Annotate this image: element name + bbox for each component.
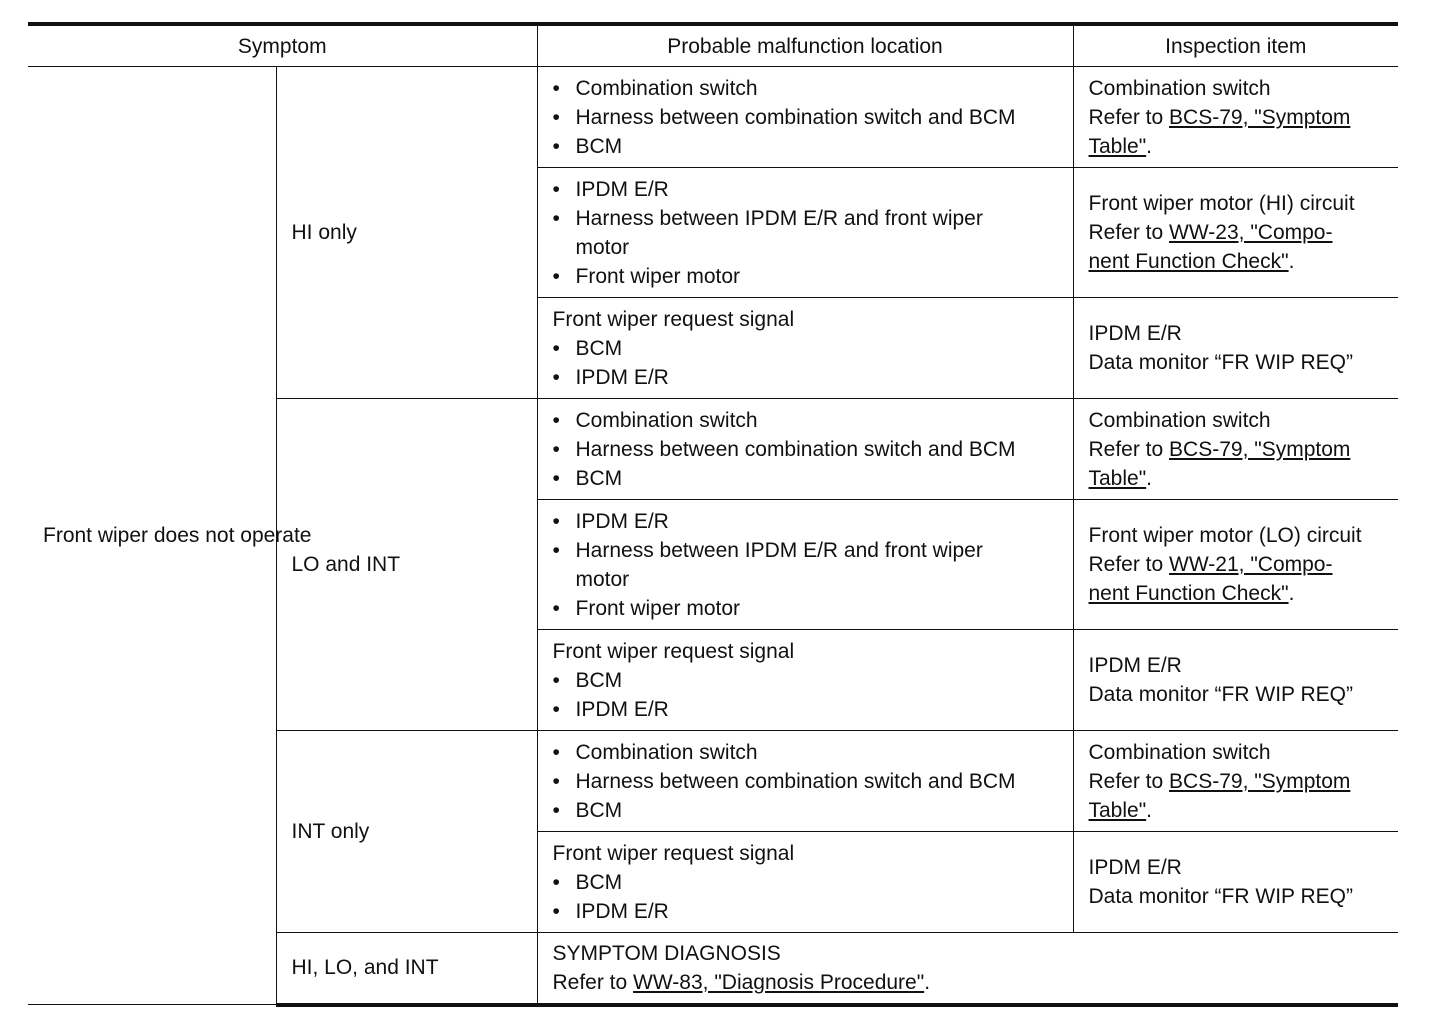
bullet-icon: • [552, 798, 560, 822]
header-location: Probable malfunction location [537, 24, 1073, 67]
reference-link[interactable]: nent Function Check" [1088, 250, 1289, 273]
inspection-title: Combination switch [1088, 740, 1271, 764]
bullet-icon: • [552, 466, 560, 490]
inspection-title: Combination switch [1088, 76, 1271, 100]
inspection-cell [1073, 168, 1398, 298]
list-item: • Combination switch [553, 738, 1065, 767]
refer-line: Refer to WW-23, "Compo- [1088, 221, 1333, 244]
location-cell [537, 399, 1073, 500]
bullet-icon: • [552, 697, 560, 721]
inspection-title: Front wiper motor (HI) circuit [1088, 192, 1355, 215]
bullet-icon: • [552, 134, 560, 158]
reference-link[interactable]: Table" [1088, 134, 1147, 158]
reference-link[interactable]: BCS-79, "Symptom [1169, 769, 1351, 793]
list-item: • BCM [553, 796, 1065, 825]
reference-link[interactable]: WW-21, "Compo- [1169, 553, 1333, 576]
inspection-title: IPDM E/R [1088, 322, 1182, 345]
list-item: • Harness between combination switch and BCM [553, 435, 1065, 464]
list-item: • Harness between combination switch and BCM [553, 103, 1065, 132]
list-item: • IPDM E/R [553, 897, 1065, 926]
list-item: • BCM [553, 868, 1065, 897]
mode-hi-lo-and-int: HI, LO, and INT [276, 933, 537, 1005]
bullet-icon: • [552, 76, 560, 100]
mode-hi-only: HI only [276, 67, 537, 399]
list-item: • IPDM E/R [553, 363, 1065, 392]
list-item: • Harness between combination switch and BCM [553, 767, 1065, 796]
header-row [28, 24, 1398, 67]
inspection-title: Front wiper motor (LO) circuit [1088, 524, 1362, 547]
bullet-icon: • [552, 870, 560, 894]
list-item: • BCM [553, 464, 1065, 493]
bullet-icon: • [552, 899, 560, 923]
location-cell [537, 67, 1073, 168]
list-item: • Front wiper motor [553, 594, 1065, 623]
refer-line: Table". [1088, 798, 1153, 822]
bullet-icon: • [552, 177, 560, 201]
inspection-cell [1073, 630, 1398, 731]
inspection-cell [1073, 731, 1398, 832]
reference-link[interactable]: BCS-79, "Symptom [1169, 105, 1351, 129]
inspection-detail: Data monitor “FR WIP REQ” [1088, 683, 1353, 706]
reference-link[interactable]: BCS-79, "Symptom [1169, 437, 1351, 461]
symptom-table [28, 22, 1398, 1007]
bullet-icon: • [552, 408, 560, 432]
bullet-icon: • [552, 206, 560, 230]
final-title: SYMPTOM DIAGNOSIS [552, 941, 781, 965]
refer-line: Refer to BCS-79, "Symptom [1088, 105, 1351, 129]
list-item: • IPDM E/R [553, 507, 1065, 536]
refer-line: nent Function Check". [1088, 250, 1295, 273]
refer-line: Refer to BCS-79, "Symptom [1088, 437, 1351, 461]
bullet-icon: • [552, 105, 560, 129]
table-row [28, 67, 1398, 168]
inspection-cell [1073, 399, 1398, 500]
bullet-icon: • [552, 538, 560, 562]
final-cell [537, 933, 1398, 1005]
inspection-cell [1073, 67, 1398, 168]
inspection-title: Combination switch [1088, 408, 1271, 432]
mode-lo-and-int: LO and INT [276, 399, 537, 731]
location-cell [537, 630, 1073, 731]
list-item: • Harness between IPDM E/R and front wiper motor [553, 204, 1065, 262]
refer-line: Refer to BCS-79, "Symptom [1088, 769, 1351, 793]
reference-link[interactable]: Table" [1088, 466, 1147, 490]
list-item: • Combination switch [553, 74, 1065, 103]
list-item: • Combination switch [553, 406, 1065, 435]
bullet-icon: • [552, 668, 560, 692]
location-cell [537, 731, 1073, 832]
refer-line: nent Function Check". [1088, 582, 1295, 605]
location-cell [537, 500, 1073, 630]
refer-line: Table". [1088, 134, 1153, 158]
refer-line: Refer to WW-83, "Diagnosis Procedure". [552, 970, 931, 994]
bullet-icon: • [552, 509, 560, 533]
inspection-cell [1073, 500, 1398, 630]
bullet-icon: • [552, 740, 560, 764]
bullet-icon: • [552, 596, 560, 620]
inspection-cell [1073, 298, 1398, 399]
inspection-detail: Data monitor “FR WIP REQ” [1088, 885, 1353, 908]
list-item: • BCM [553, 132, 1065, 161]
location-cell [537, 298, 1073, 399]
list-item: • BCM [553, 666, 1065, 695]
location-title: Front wiper request signal [552, 841, 795, 865]
location-title: Front wiper request signal [552, 307, 795, 331]
location-cell [537, 832, 1073, 933]
bullet-icon: • [552, 769, 560, 793]
refer-line: Table". [1088, 466, 1153, 490]
bullet-icon: • [552, 264, 560, 288]
reference-link[interactable]: nent Function Check" [1088, 582, 1289, 605]
bullet-icon: • [552, 336, 560, 360]
header-inspection: Inspection item [1073, 24, 1398, 67]
bullet-icon: • [552, 365, 560, 389]
inspection-title: IPDM E/R [1088, 654, 1182, 677]
reference-link[interactable]: WW-83, "Diagnosis Procedure" [633, 970, 925, 994]
inspection-cell [1073, 832, 1398, 933]
list-item: • Front wiper motor [553, 262, 1065, 291]
header-symptom: Symptom [28, 24, 537, 67]
location-cell [537, 168, 1073, 298]
inspection-title: IPDM E/R [1088, 856, 1182, 879]
refer-line: Refer to WW-21, "Compo- [1088, 553, 1333, 576]
list-item: • IPDM E/R [553, 175, 1065, 204]
reference-link[interactable]: Table" [1088, 798, 1147, 822]
list-item: • Harness between IPDM E/R and front wiper motor [553, 536, 1065, 594]
reference-link[interactable]: WW-23, "Compo- [1169, 221, 1333, 244]
main-symptom: Front wiper does not operate [28, 67, 276, 1005]
list-item: • IPDM E/R [553, 695, 1065, 724]
inspection-detail: Data monitor “FR WIP REQ” [1088, 351, 1353, 374]
mode-int-only: INT only [276, 731, 537, 933]
list-item: • BCM [553, 334, 1065, 363]
location-title: Front wiper request signal [552, 639, 795, 663]
bullet-icon: • [552, 437, 560, 461]
